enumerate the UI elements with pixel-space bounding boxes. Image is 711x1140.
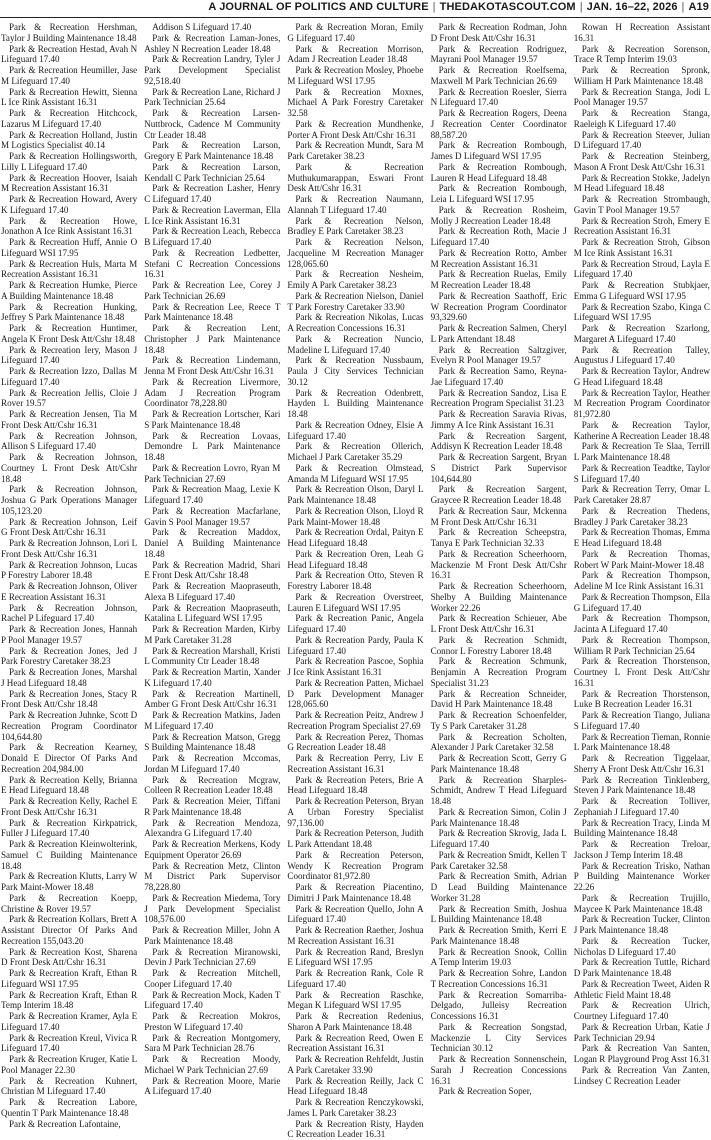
employee-entry: Park & Recreation Peterson, Judith L Park Attendant 18.48: [287, 828, 423, 850]
employee-entry: Park & Recreation Stanga, Jodi L Pool Manager 19.57: [574, 87, 710, 109]
employee-entry: Park & Recreation Salmen, Cheryl L Park Attendant 18.48: [431, 323, 567, 345]
employee-entry: Park & Recreation Risty, Hayden C Recreation Leader 16.31: [287, 1119, 423, 1140]
employee-entry: Park & Recreation Renczykowski, James L Park Caretaker 38.23: [287, 1097, 423, 1119]
employee-entry: Park & Recreation Sohre, Landon T Recreation Concessions 16.31: [431, 968, 567, 990]
employee-entry: Park & Recreation Taylor, Heather M Recreation Program Coordinator 81,972.80: [574, 388, 710, 420]
employee-entry: Park & Recreation Schmunk, Benjamin A Recreation Program Specialist 31.23: [431, 656, 567, 688]
employee-entry: Park & Recreation Maopraseuth, Katalina L Lifeguard WSI 17.95: [144, 603, 280, 625]
employee-entry: Park & Recreation Rombough, Leia L Lifeguard WSI 17.95: [431, 183, 567, 205]
employee-entry: Park & Recreation Perez, Thomas G Recreation Leader 18.48: [287, 732, 423, 754]
employee-entry: Park & Recreation Piacentino, Dimitri J Park Maintenance 18.48: [287, 882, 423, 904]
employee-entry: Park & Recreation Ledbetter, Stefani C Recreation Concessions 16.31: [144, 248, 280, 280]
employee-entry: Park & Recreation Matson, Gregg S Building Maintenance 18.48: [144, 732, 280, 754]
employee-entry: Park & Recreation Kraft, Ethan R Lifeguard WSI 17.95: [1, 968, 137, 990]
separator: |: [429, 1, 440, 13]
employee-entry: Park & Recreation Trujillo, Maycee K Park Maintenance 18.48: [574, 893, 710, 915]
employee-entry: Park & Recreation Montgomery, Sara M Park Technician 28.76: [144, 1033, 280, 1055]
employee-entry: Park & Recreation Lee, Corey J Park Technician 26.69: [144, 280, 280, 302]
employee-entry: Park & Recreation Tuttle, Richard D Park Maintenance 18.48: [574, 957, 710, 979]
employee-entry: Park & Recreation Hoover, Isaiah M Recreation Assistant 16.31: [1, 173, 137, 195]
employee-entry: Park & Recreation Huntimer, Angela K Front Desk Att/Cshr 18.48: [1, 323, 137, 345]
employee-entry: Park & Recreation Urban, Katie J Park Technician 29.94: [574, 1022, 710, 1044]
employee-entry: Park & Recreation Smidt, Kellen T Park Caretaker 32.58: [431, 850, 567, 872]
employee-entry: Park & Recreation Jensen, Tia M Front Desk Att/Cshr 16.31: [1, 409, 137, 431]
employee-entry: Park & Recreation Spronk, William H Park Maintenance 18.48: [574, 65, 710, 87]
employee-entry: Park & Recreation Patten, Michael D Park Development Manager 128,065.60: [287, 678, 423, 710]
separator: |: [678, 1, 689, 13]
employee-entry: Park & Recreation Mundt, Sara M Park Caretaker 38.23: [287, 140, 423, 162]
employee-entry: Park & Recreation Peterson, Bryan A Urban Forestry Specialist 97,136.00: [287, 796, 423, 828]
employee-entry: Park & Recreation Van Santen, Logan R Playground Prog Asst 16.31: [574, 1043, 710, 1065]
employee-entry: Park & Recreation Maag, Lexie K Lifeguard 17.40: [144, 484, 280, 506]
employee-entry: Park & Recreation Rogers, Deena J Recreation Center Coordinator 88,587.20: [431, 108, 567, 140]
page-number: A19: [689, 1, 709, 13]
employee-entry: Park & Recreation Pascoe, Sophia J Ice Rink Assistant 16.31: [287, 656, 423, 678]
column-3: [287, 22, 423, 1078]
employee-entry: Park & Recreation Rombough, James D Lifeguard WSI 17.95: [431, 140, 567, 162]
employee-entry: Park & Recreation Kleinwolterink, Samuel C Building Maintenance 18.48: [1, 839, 137, 871]
employee-entry: Park & Recreation Roelfsema, Maxwell M Park Technician 26.69: [431, 65, 567, 87]
employee-entry: Park & Recreation Hitchcock, Lazarus M Lifeguard 17.40: [1, 108, 137, 130]
employee-entry: Park & Recreation Tieman, Ronnie L Park Maintenance 18.48: [574, 732, 710, 754]
employee-entry: Park & Recreation Metz, Clinton M District Park Supervisor 78,228.80: [144, 861, 280, 893]
employee-entry: Park & Recreation Saur, Mckenna M Front Desk Att/Cshr 16.31: [431, 506, 567, 528]
employee-entry: Park & Recreation Mundhenke, Porter A Front Desk Att/Cshr 16.31: [287, 119, 423, 141]
employee-entry: Park & Recreation Hestad, Avah N Lifeguard 17.40: [1, 44, 137, 66]
employee-entry: Park & Recreation Ollerich, Michael J Park Caretaker 35.29: [287, 441, 423, 463]
employee-entry: Park & Recreation Steever, Julian D Lifeguard 17.40: [574, 130, 710, 152]
employee-entry: Park & Recreation Tracy, Linda M Building Maintenance 18.48: [574, 818, 710, 840]
employee-entry: Park & Recreation Hunking, Jeffrey S Park Maintenance 18.48: [1, 302, 137, 324]
employee-entry: Park & Recreation Schneider, David H Park Maintenance 18.48: [431, 689, 567, 711]
employee-entry: Park & Recreation Rosheim, Molly J Recreation Leader 18.48: [431, 205, 567, 227]
employee-entry: Park & Recreation Somarriba-Delgado, Julleisy Recreation Concessions 16.31: [431, 990, 567, 1022]
employee-entry: Park & Recreation Thompson, William R Park Technician 25.64: [574, 635, 710, 657]
employee-entry: Park & Recreation Soper,: [431, 1086, 567, 1097]
employee-entry: Park & Recreation Holland, Justin M Logistics Specialist 40.14: [1, 130, 137, 152]
employee-entry: Park & Recreation Saravia Rivas, Jimmy A Ice Rink Assistant 16.31: [431, 409, 567, 431]
employee-entry: Park & Recreation Otto, Steven R Forestry Laborer 18.48: [287, 570, 423, 592]
employee-entry: Park & Recreation Izzo, Dallas M Lifeguard 17.40: [1, 366, 137, 388]
employee-entry: Park & Recreation Kreul, Vivica R Lifeguard 17.40: [1, 1033, 137, 1055]
employee-entry: Park & Recreation Lee, Reece T Park Maintenance 18.48: [144, 302, 280, 324]
employee-entry: Park & Recreation Hershman, Taylor J Building Maintenance 18.48: [1, 22, 137, 44]
employee-entry: Park & Recreation Iery, Mason J Lifeguard 17.40: [1, 345, 137, 367]
employee-entry: Park & Recreation Macfarlane, Gavin S Pool Manager 19.57: [144, 506, 280, 528]
employee-entry: Park & Recreation Stroh, Gibson M Ice Rink Assistant 16.31: [574, 237, 710, 259]
site-name: THEDAKOTASCOUT.COM: [440, 1, 576, 13]
employee-entry: Park & Recreation Reed, Owen E Recreation Assistant 16.31: [287, 1033, 423, 1055]
employee-entry: Park & Recreation Schmidt, Connor L Forestry Laborer 18.48: [431, 635, 567, 657]
employee-entry: Park & Recreation Jones, Jed J Park Forestry Caretaker 38.23: [1, 646, 137, 668]
employee-entry: Park & Recreation Johnson, Oliver E Recreation Assistant 16.31: [1, 581, 137, 603]
employee-entry: Park & Recreation Jones, Marshal J Head Lifeguard 18.48: [1, 667, 137, 689]
employee-entry: Park & Recreation Moody, Michael W Park Technician 27.69: [144, 1054, 280, 1076]
employee-entry: Park & Recreation Mccomas, Jordan M Lifeguard 17.40: [144, 753, 280, 775]
employee-entry: Park & Recreation Tinklenberg, Steven J Park Maintenance 18.48: [574, 775, 710, 797]
employee-entry: Park & Recreation Roth, Macie J Lifeguard 17.40: [431, 226, 567, 248]
employee-entry: Park & Recreation Olson, Lloyd R Park Maint-Mower 18.48: [287, 506, 423, 528]
employee-entry: Park & Recreation Pardy, Paula K Lifeguard 17.40: [287, 635, 423, 657]
employee-entry: Park & Recreation Laman-Jones, Ashley N Recreation Leader 18.48: [144, 33, 280, 55]
employee-entry: Park & Recreation Panic, Angela Lifeguard 17.40: [287, 613, 423, 635]
listing-columns: [0, 22, 711, 1078]
column-2: [144, 22, 280, 1078]
employee-entry: Park & Recreation Terry, Omar L Park Caretaker 28.87: [574, 484, 710, 506]
employee-entry: Park & Recreation Nuncio, Madeline L Lifeguard 17.40: [287, 334, 423, 356]
employee-entry: Park & Recreation Peitz, Andrew J Recreation Program Specialist 27.69: [287, 710, 423, 732]
employee-entry: Park & Recreation Schoenfelder, Ty S Park Caretaker 31.28: [431, 710, 567, 732]
employee-entry: Park & Recreation Thedens, Bradley J Park Caretaker 38.23: [574, 506, 710, 528]
employee-entry: Park & Recreation Ruelas, Emily M Recreation Leader 18.48: [431, 269, 567, 291]
employee-entry: Park & Recreation Matkins, Jaden M Lifeguard 17.40: [144, 710, 280, 732]
employee-entry: Park & Recreation Samo, Reyna-Jae Lifeguard 17.40: [431, 366, 567, 388]
employee-entry: Park & Recreation Redenius, Sharon A Park Maintenance 18.48: [287, 1011, 423, 1033]
employee-entry: Park & Recreation Smith, Joshua L Building Maintenance 18.48: [431, 904, 567, 926]
employee-entry: Park & Recreation Overstreet, Lauren E Lifeguard WSI 17.95: [287, 592, 423, 614]
employee-entry: Park & Recreation Klutts, Larry W Park Maint-Mower 18.48: [1, 871, 137, 893]
employee-entry: Park & Recreation Tweet, Aiden R Athletic Field Maint 18.48: [574, 979, 710, 1001]
employee-entry: Park & Recreation Jones, Stacy R Front Desk Att/Cshr 18.48: [1, 689, 137, 711]
employee-entry: Park & Recreation Saltzgiver, Evelyn R Pool Manager 19.57: [431, 345, 567, 367]
employee-entry: Park & Recreation Marshall, Kristi L Community Ctr Leader 18.48: [144, 646, 280, 668]
employee-entry: Park & Recreation Rand, Breslyn E Lifeguard WSI 17.95: [287, 947, 423, 969]
employee-entry: Park & Recreation Odney, Elsie A Lifeguard 17.40: [287, 420, 423, 442]
employee-entry: Park & Recreation Nelson, Jacqueline M Recreation Manager 128,065.60: [287, 237, 423, 269]
employee-entry: Park & Recreation Scheerhoorn, Shelby A Building Maintenance Worker 22.26: [431, 581, 567, 613]
employee-entry: Park & Recreation Martinell, Amber G Front Desk Att/Cshr 16.31: [144, 689, 280, 711]
employee-entry: Park & Recreation Sharples-Schmidt, Andrew T Head Lifeguard 18.48: [431, 775, 567, 807]
employee-entry: Park & Recreation Thompson, Jacinta A Lifeguard 17.40: [574, 613, 710, 635]
employee-entry: Park & Recreation Moore, Marie A Lifeguard 17.40: [144, 1076, 280, 1098]
employee-entry: Park & Recreation Miedema, Tory J Park Development Specialist 108,576.00: [144, 893, 280, 925]
employee-entry: Park & Recreation Strombaugh, Gavin T Pool Manager 19.57: [574, 194, 710, 216]
employee-entry: Park & Recreation Taylor, Andrew G Head Lifeguard 18.48: [574, 366, 710, 388]
employee-entry: Park & Recreation Kraft, Ethan R Temp Interim 18.48: [1, 990, 137, 1012]
employee-entry: Park & Recreation Kelly, Rachel E Front Desk Att/Cshr 16.31: [1, 796, 137, 818]
employee-entry: Park & Recreation Reilly, Jack C Head Lifeguard 18.48: [287, 1076, 423, 1098]
employee-entry: Park & Recreation Miller, John A Park Maintenance 18.48: [144, 925, 280, 947]
employee-entry: Park & Recreation Songstad, Mackenzie L City Services Technician 30.12: [431, 1022, 567, 1054]
employee-entry: Park & Recreation Moran, Emily G Lifeguard 17.40: [287, 22, 423, 44]
column-1: [1, 22, 137, 1078]
employee-entry: Park & Recreation Kelly, Brianna E Head Lifeguard 18.48: [1, 775, 137, 797]
employee-entry: Park & Recreation Olson, Daryl L Park Maintenance 18.48: [287, 484, 423, 506]
employee-entry: Park & Recreation Muthukumarappan, Eswari Front Desk Att/Cshr 16.31: [287, 162, 423, 194]
employee-entry: Park & Recreation Lindemann, Jenna M Front Desk Att/Cshr 16.31: [144, 355, 280, 377]
employee-entry: Park & Recreation Lortscher, Kari S Park Maintenance 18.48: [144, 409, 280, 431]
employee-entry: Park & Recreation Tucker, Nicholas D Lifeguard 17.40: [574, 936, 710, 958]
employee-entry: Park & Recreation Kuhnert, Christian M Lifeguard 17.40: [1, 1076, 137, 1098]
employee-entry: Park & Recreation Maddox, Daniel A Building Maintenance 18.48: [144, 527, 280, 559]
employee-entry: Park & Recreation Trisko, Nathan P Building Maintenance Worker 22.26: [574, 861, 710, 893]
employee-entry: Park & Recreation Talley, Augustus J Lifeguard 17.40: [574, 345, 710, 367]
employee-entry: Park & Recreation Mendoza, Alexandra G Lifeguard 17.40: [144, 818, 280, 840]
employee-entry: Park & Recreation Johnson, Allison S Lifeguard 17.40: [1, 431, 137, 453]
employee-entry: Park & Recreation Stroud, Layla E Lifeguard 17.40: [574, 259, 710, 281]
employee-entry: Park & Recreation Labore, Quentin T Park Maintenance 18.48: [1, 1097, 137, 1119]
employee-entry: Park & Recreation Laverman, Ella L Ice Rink Assistant 16.31: [144, 205, 280, 227]
employee-entry: Park & Recreation Perry, Liv E Recreation Assistant 16.31: [287, 753, 423, 775]
column-5: [574, 22, 710, 1078]
employee-entry: Park & Recreation Sonnenschein, Sarah J Recreation Concessions 16.31: [431, 1054, 567, 1086]
employee-entry: Park & Recreation Jellis, Cloie J Rover 19.57: [1, 388, 137, 410]
employee-entry: Park & Recreation Landry, Tyler J Park Development Specialist 92,518.40: [144, 54, 280, 86]
employee-entry: Park & Recreation Rehfeldt, Justin A Park Caretaker 33.90: [287, 1054, 423, 1076]
employee-entry: Park & Recreation Oren, Leah G Head Lifeguard 18.48: [287, 549, 423, 571]
employee-entry: Park & Recreation Humke, Pierce A Building Maintenance 18.48: [1, 280, 137, 302]
employee-entry: Park & Recreation Taylor, Katherine A Recreation Leader 18.48: [574, 420, 710, 442]
page-header: [0, 0, 711, 16]
employee-entry: Park & Recreation Larson, Gregory E Park Maintenance 18.48: [144, 140, 280, 162]
employee-entry: Park & Recreation Lovro, Ryan M Park Technician 27.69: [144, 463, 280, 485]
separator: |: [576, 1, 587, 13]
employee-entry: Park & Recreation Scholten, Alexander J Park Caretaker 32.58: [431, 732, 567, 754]
employee-entry: Park & Recreation Huls, Marta M Recreation Assistant 16.31: [1, 259, 137, 281]
employee-entry: Park & Recreation Lane, Richard J Park Technician 25.64: [144, 87, 280, 109]
employee-entry: Park & Recreation Lent, Christopher J Park Maintenance 18.48: [144, 323, 280, 355]
employee-entry: Park & Recreation Morrison, Adam J Recreation Leader 18.48: [287, 44, 423, 66]
employee-entry: Park & Recreation Rank, Cole R Lifeguard 17.40: [287, 968, 423, 990]
section-title: A JOURNAL OF POLITICS AND CULTURE: [208, 1, 428, 13]
employee-entry: Park & Recreation Sargent, Graycee R Recreation Leader 18.48: [431, 484, 567, 506]
employee-entry: Park & Recreation Kearney, Donald E Director Of Parks And Recreation 204,984.00: [1, 742, 137, 774]
employee-entry: Park & Recreation Lafontaine,: [1, 1119, 137, 1130]
employee-entry: Park & Recreation Miranowski, Devin J Park Technician 27.69: [144, 947, 280, 969]
employee-entry: Park & Recreation Sargent, Addisyn K Recreation Leader 18.48: [431, 431, 567, 453]
employee-entry: Park & Recreation Szabo, Kinga C Lifeguard WSI 17.95: [574, 302, 710, 324]
employee-entry: Park & Recreation Hewitt, Sienna L Ice Rink Assistant 16.31: [1, 87, 137, 109]
employee-entry: Park & Recreation Kollars, Brett A Assistant Director Of Parks And Recreation 155,043.20: [1, 914, 137, 946]
employee-entry: Park & Recreation Kost, Sharena D Front Desk Att/Cshr 16.31: [1, 947, 137, 969]
employee-entry: Park & Recreation Nelson, Bradley E Park Caretaker 38.23: [287, 216, 423, 238]
employee-entry: Park & Recreation Merkens, Kody Equipment Operator 26.69: [144, 839, 280, 861]
employee-entry: Park & Recreation Mokros, Preston W Lifeguard 17.40: [144, 1011, 280, 1033]
employee-entry: Park & Recreation Simon, Colin J Park Maintenance 18.48: [431, 807, 567, 829]
employee-entry: Park & Recreation Schieuer, Abe L Front Desk Att/Cshr 16.31: [431, 613, 567, 635]
employee-entry: Park & Recreation Scott, Gerry G Park Maintenance 18.48: [431, 753, 567, 775]
employee-entry: Park & Recreation Nikolas, Lucas A Recreation Concessions 16.31: [287, 312, 423, 334]
employee-entry: Park & Recreation Heumiller, Jase M Lifeguard 17.40: [1, 65, 137, 87]
employee-entry: Park & Recreation Thorstenson, Courtney L Front Desk Att/Cshr 16.31: [574, 656, 710, 688]
employee-entry: Park & Recreation Thomas, Emma E Head Lifeguard 18.48: [574, 527, 710, 549]
employee-entry: Park & Recreation Jones, Hannah P Pool Manager 19.57: [1, 624, 137, 646]
employee-entry: Park & Recreation Johnson, Lori L Front Desk Att/Cshr 16.31: [1, 538, 137, 560]
employee-entry: Park & Recreation Tolliver, Zephaniah J Lifeguard 17.40: [574, 796, 710, 818]
employee-entry: Park & Recreation Larson, Kendall C Park Technician 25.64: [144, 162, 280, 184]
employee-entry: Park & Recreation Treloar, Jackson J Temp Interim 18.48: [574, 839, 710, 861]
column-4: [431, 22, 567, 1078]
employee-entry: Park & Recreation Rotto, Amber M Recreation Assistant 16.31: [431, 248, 567, 270]
employee-entry: Park & Recreation Van Zanten, Lindsey C Recreation Leader: [574, 1065, 710, 1087]
employee-entry: Park & Recreation Rombough, Lauren R Head Lifeguard 18.48: [431, 162, 567, 184]
employee-entry: Park & Recreation Martin, Xander K Lifeguard 17.40: [144, 667, 280, 689]
employee-entry: Park & Recreation Ulrich, Courtney Lifeguard 17.40: [574, 1000, 710, 1022]
employee-entry: Park & Recreation Thomas, Robert W Park Maint-Mower 18.48: [574, 549, 710, 571]
employee-entry: Park & Recreation Kramer, Ayla E Lifeguard 17.40: [1, 1011, 137, 1033]
employee-entry: Park & Recreation Howard, Avery K Lifeguard 17.40: [1, 194, 137, 216]
employee-entry: Park & Recreation Skrovig, Jada L Lifeguard 17.40: [431, 828, 567, 850]
employee-entry: Park & Recreation Snook, Collin A Temp Interim 19.03: [431, 947, 567, 969]
employee-entry: Park & Recreation Johnson, Courtney L Front Desk Att/Cshr 18.48: [1, 452, 137, 484]
employee-entry: Park & Recreation Howe, Jonathon A Ice Rink Assistant 16.31: [1, 216, 137, 238]
employee-entry: Park & Recreation Stroh, Emery E Recreation Assistant 16.31: [574, 216, 710, 238]
employee-entry: Park & Recreation Leach, Rebecca B Lifeguard 17.40: [144, 226, 280, 248]
employee-entry: Park & Recreation Mitchell, Cooper Lifeguard 17.40: [144, 968, 280, 990]
employee-entry: Park & Recreation Madrid, Shari E Front Desk Att/Cshr 18.48: [144, 560, 280, 582]
employee-entry: Park & Recreation Koepp, Christine & Rover 19.57: [1, 893, 137, 915]
employee-entry: Park & Recreation Smith, Kerri E Park Maintenance 18.48: [431, 925, 567, 947]
employee-entry: Park & Recreation Johnson, Rachel P Lifeguard 17.40: [1, 603, 137, 625]
employee-entry: Park & Recreation Ordal, Paityn E Head Lifeguard 18.48: [287, 527, 423, 549]
employee-entry: Park & Recreation Steinberg, Mason A Front Desk Att/Cshr 16.31: [574, 151, 710, 173]
employee-entry: Rowan H Recreation Assistant 16.31: [574, 22, 710, 44]
employee-entry: Park & Recreation Scheepstra, Tanya E Park Technician 32.33: [431, 527, 567, 549]
employee-entry: Park & Recreation Odenbrett, Hayden L Building Maintenance 18.48: [287, 388, 423, 420]
employee-entry: Park & Recreation Tiggelaar, Sherry A Front Desk Att/Cshr 16.31: [574, 753, 710, 775]
employee-entry: Park & Recreation Sargent, Bryan S District Park Supervisor 104,644.80: [431, 452, 567, 484]
employee-entry: Park & Recreation Maopraseuth, Alexa B Lifeguard 17.40: [144, 581, 280, 603]
employee-entry: Park & Recreation Thompson, Ella G Lifeguard 17.40: [574, 592, 710, 614]
employee-entry: Park & Recreation Johnson, Joshua G Park Operations Manager 105,123.20: [1, 484, 137, 516]
employee-entry: Park & Recreation Hollingsworth, Lilly L Lifeguard 17.40: [1, 151, 137, 173]
employee-entry: Park & Recreation Stokke, Jadelyn M Head Lifeguard 18.48: [574, 173, 710, 195]
employee-entry: Park & Recreation Smith, Adrian D Lead Building Maintenance Worker 31.28: [431, 871, 567, 903]
employee-entry: Park & Recreation Thorstenson, Luke B Recreation Leader 16.31: [574, 689, 710, 711]
employee-entry: Park & Recreation Meier, Tiffani R Park Maintenance 18.48: [144, 796, 280, 818]
employee-entry: Park & Recreation Peters, Brie A Head Lifeguard 18.48: [287, 775, 423, 797]
employee-entry: Park & Recreation Mock, Kaden T Lifeguard 17.40: [144, 990, 280, 1012]
employee-entry: Park & Recreation Tiango, Juliana S Lifeguard 17.40: [574, 710, 710, 732]
employee-entry: Park & Recreation Rodriguez, Mayrani Pool Manager 19.57: [431, 44, 567, 66]
employee-entry: Park & Recreation Saathoff, Eric W Recreation Program Coordinator 93,329.60: [431, 291, 567, 323]
employee-entry: Park & Recreation Stanga, Raeleigh K Lifeguard 17.40: [574, 108, 710, 130]
employee-entry: Park & Recreation Nesheim, Emily A Park Caretaker 38.23: [287, 269, 423, 291]
employee-entry: Park & Recreation Marden, Kirby M Park Caretaker 31.28: [144, 624, 280, 646]
employee-entry: Park & Recreation Lasher, Henry C Lifeguard 17.40: [144, 183, 280, 205]
employee-entry: Park & Recreation Te Slaa, Terrill L Park Maintenance 18.48: [574, 441, 710, 463]
employee-entry: Park & Recreation Scheerhoorn, Mackenzie M Front Desk Att/Cshr 16.31: [431, 549, 567, 581]
employee-entry: Park & Recreation Kruger, Katie L Pool Manager 22.30: [1, 1054, 137, 1076]
employee-entry: Park & Recreation Lovaas, Demondre L Park Maintenance 18.48: [144, 431, 280, 463]
employee-entry: Park & Recreation Quello, John A Lifeguard 17.40: [287, 904, 423, 926]
employee-entry: Park & Recreation Moxnes, Michael A Park Forestry Caretaker 32.58: [287, 87, 423, 119]
employee-entry: Park & Recreation Mosley, Phoebe M Lifeguard WSI 17.95: [287, 65, 423, 87]
employee-entry: Park & Recreation Naumann, Alannah T Lifeguard 17.40: [287, 194, 423, 216]
employee-entry: Park & Recreation Larsen-Nuttbrock, Cadence M Community Ctr Leader 18.48: [144, 108, 280, 140]
employee-entry: Park & Recreation Huff, Annie O Lifeguard WSI 17.95: [1, 237, 137, 259]
employee-entry: Park & Recreation Roesler, Sierra N Lifeguard 17.40: [431, 87, 567, 109]
employee-entry: Park & Recreation Teadtke, Taylor S Lifeguard 17.40: [574, 463, 710, 485]
employee-entry: Park & Recreation Raschke, Megan K Lifeguard WSI 17.95: [287, 990, 423, 1012]
employee-entry: Park & Recreation Stubkjaer, Emma G Lifeguard WSI 17.95: [574, 280, 710, 302]
employee-entry: Park & Recreation Nielson, Daniel T Park Forestry Caretaker 33.90: [287, 291, 423, 313]
employee-entry: Park & Recreation Kirkpatrick, Fuller J Lifeguard 17.40: [1, 818, 137, 840]
employee-entry: Park & Recreation Johnson, Lucas P Forestry Laborer 18.48: [1, 560, 137, 582]
employee-entry: Park & Recreation Sorenson, Trace R Temp Interim 19.03: [574, 44, 710, 66]
employee-entry: Park & Recreation Rodman, John D Front Desk Att/Cshr 16.31: [431, 22, 567, 44]
employee-entry: Park & Recreation Olmstead, Amanda M Lifeguard WSI 17.95: [287, 463, 423, 485]
employee-entry: Park & Recreation Mcgraw, Colleen R Recreation Leader 18.48: [144, 775, 280, 797]
employee-entry: Park & Recreation Juhnke, Scott D Recreation Program Coordinator 104,644.80: [1, 710, 137, 742]
employee-entry: Park & Recreation Livermore, Adam J Recreation Program Coordinator 78,228.80: [144, 377, 280, 409]
employee-entry: Park & Recreation Tucker, Clinton J Park Maintenance 18.48: [574, 914, 710, 936]
issue-date: JAN. 16–22, 2026: [587, 1, 678, 13]
employee-entry: Park & Recreation Raether, Joshua M Recreation Assistant 16.31: [287, 925, 423, 947]
employee-entry: Addison S Lifeguard 17.40: [144, 22, 280, 33]
employee-entry: Park & Recreation Thompson, Adeline M Ice Rink Assistant 16.31: [574, 570, 710, 592]
employee-entry: Park & Recreation Nussbaum, Paula J City Services Technician 30.12: [287, 355, 423, 387]
header-rule: [0, 17, 711, 18]
employee-entry: Park & Recreation Johnson, Leif G Front Desk Att/Cshr 16.31: [1, 517, 137, 539]
employee-entry: Park & Recreation Peterson, Wendy K Recreation Program Coordinator 81,972.80: [287, 850, 423, 882]
employee-entry: Park & Recreation Szarlong, Margaret A Lifeguard 17.40: [574, 323, 710, 345]
employee-entry: Park & Recreation Sandoz, Lisa E Recreation Program Specialist 31.23: [431, 388, 567, 410]
